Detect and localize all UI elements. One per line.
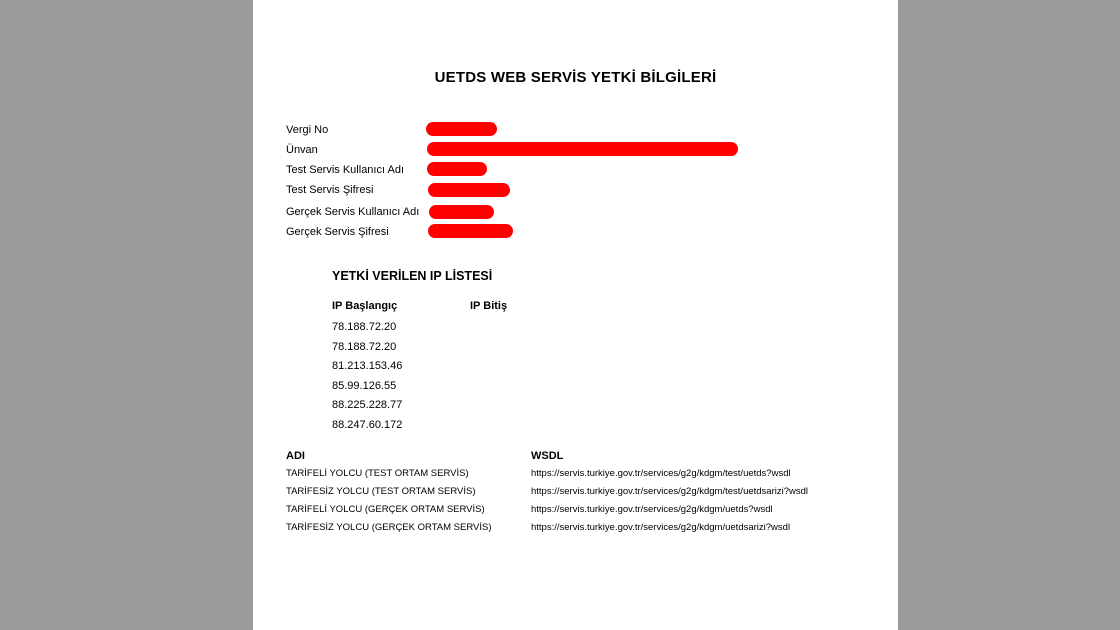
service-wsdl-link[interactable]: https://servis.turkiye.gov.tr/services/g2g/kdgm/uetdsarizi?wsdl (531, 522, 791, 533)
service-wsdl-link[interactable]: https://servis.turkiye.gov.tr/services/g2g/kdgm/uetds?wsdl (531, 504, 773, 515)
service-name: TARİFELİ YOLCU (TEST ORTAM SERVİS) (286, 468, 469, 479)
redaction-real-username (429, 205, 494, 219)
document-title: UETDS WEB SERVİS YETKİ BİLGİLERİ (434, 69, 717, 86)
ip-start-row: 81.213.153.46 (332, 360, 403, 372)
redaction-unvan (427, 142, 738, 156)
document-page (253, 0, 898, 630)
ip-start-row: 85.99.126.55 (332, 380, 397, 392)
service-name: TARİFESİZ YOLCU (TEST ORTAM SERVİS) (286, 486, 476, 497)
field-label-real-password: Gerçek Servis Şifresi (286, 226, 389, 238)
ip-start-row: 78.188.72.20 (332, 321, 397, 333)
service-wsdl-link[interactable]: https://servis.turkiye.gov.tr/services/g2g/kdgm/test/uetds?wsdl (531, 468, 791, 479)
service-name: TARİFESİZ YOLCU (GERÇEK ORTAM SERVİS) (286, 522, 492, 533)
redaction-vergi-no (426, 122, 497, 136)
service-name: TARİFELİ YOLCU (GERÇEK ORTAM SERVİS) (286, 504, 485, 515)
ip-start-header: IP Başlangıç (332, 300, 398, 312)
service-wsdl-link[interactable]: https://servis.turkiye.gov.tr/services/g2g/kdgm/test/uetdsarizi?wsdl (531, 486, 809, 497)
redaction-test-password (428, 183, 510, 197)
field-label-test-password: Test Servis Şifresi (286, 184, 374, 196)
field-label-vergi-no: Vergi No (286, 124, 329, 136)
field-label-unvan: Ünvan (286, 144, 318, 156)
service-name-header: ADI (286, 450, 305, 462)
service-wsdl-header: WSDL (531, 450, 564, 462)
ip-list-title: YETKİ VERİLEN IP LİSTESİ (332, 269, 493, 283)
field-label-test-username: Test Servis Kullanıcı Adı (286, 164, 404, 176)
ip-end-header: IP Bitiş (470, 300, 508, 312)
field-label-real-username: Gerçek Servis Kullanıcı Adı (286, 206, 420, 218)
redaction-test-username (427, 162, 487, 176)
redaction-real-password (428, 224, 513, 238)
ip-start-row: 78.188.72.20 (332, 341, 397, 353)
ip-start-row: 88.225.228.77 (332, 399, 403, 411)
ip-start-row: 88.247.60.172 (332, 419, 403, 431)
